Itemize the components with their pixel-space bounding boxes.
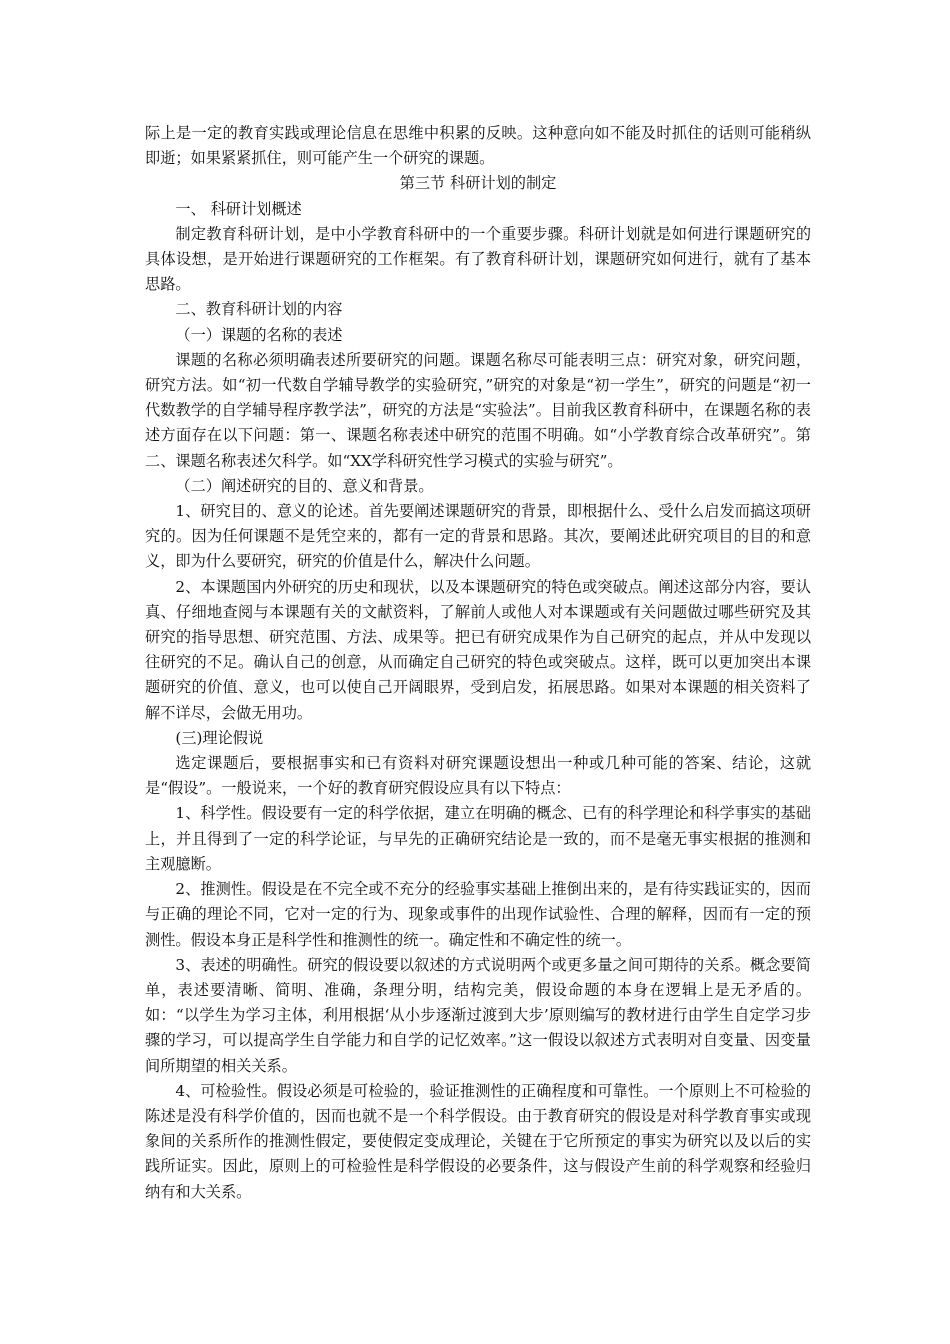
- paragraph-continuation: 际上是一定的教育实践或理论信息在思维中积累的反映。这种意向如不能及时抓住的话则可能稍纵即逝；如果紧紧抓住，则可能产生一个研究的课题。: [145, 124, 811, 168]
- heading-plan-content: 二、教育科研计划的内容: [175, 300, 343, 319]
- paragraph-hypothesis-3: 3、表述的明确性。研究的假设要以叙述的方式说明两个或更多量之间可期待的关系。概念要简单，表述要清晰、简明、准确，条理分明，结构完美，假设命题的本身在逻辑上是无矛盾的。如：“以学生为学习主体，利用根据‘从小步逐渐过渡到大步’原则编写的教材进行由学生自定学习步骤的学习，可以提高学生自学能力和自学的记忆效率。”这一假设以叙述方式表明对自变量、因变量间所期望的相关关系。: [145, 955, 811, 1075]
- section-title: 第三节 科研计划的制定: [399, 174, 557, 193]
- paragraph-hypothesis-2: 2、推测性。假设是在不完全或不充分的经验事实基础上推倒出来的，是有待实践证实的，因而与正确的理论不同，它对一定的行为、现象或事件的出现作试验性、合理的解释，因而有一定的预测性。假设本身正是科学性和推测性的统一。确定性和不确定性的统一。: [145, 880, 811, 949]
- paragraph-purpose-1: 1、研究目的、意义的论述。首先要阐述课题研究的背景，即根据什么、受什么启发而搞这项研究的。因为任何课题不是凭空来的，都有一定的背景和思路。其次，要阐述此研究项目的目的和意义，即为什么要研究，研究的价值是什么，解决什么问题。: [145, 502, 811, 571]
- subheading-hypothesis: (三)理论假说: [175, 728, 264, 747]
- subheading-purpose: （二）阐述研究的目的、意义和背景。: [175, 476, 434, 495]
- paragraph-hypothesis-4: 4、可检验性。假设必须是可检验的，验证推测性的正确程度和可靠性。一个原则上不可检验的陈述是没有科学价值的，因而也就不是一个科学假设。由于教育研究的假设是对科学教育事实或现象间的关系所作的推测性假定，要使假定变成理论，关键在于它所预定的事实为研究以及以后的实践所证实。因此，原则上的可检验性是科学假设的必要条件，这与假设产生前的科学观察和经验归纳有和大关系。: [145, 1081, 811, 1201]
- heading-plan-overview: 一、 科研计划概述: [175, 199, 302, 218]
- paragraph-topic-name: 课题的名称必须明确表述所要研究的问题。课题名称尽可能表明三点：研究对象，研究问题，研究方法。如“初一代数自学辅导教学的实验研究，”研究的对象是“初一学生”，研究的问题是“初一代数教学的自学辅导程序教学法”，研究的方法是“实验法”。目前我区教育科研中，在课题名称的表述方面存在以下问题：第一、课题名称表述中研究的范围不明确。如“小学教育综合改革研究”。第二、课题名称表述欠科学。如“XX学科研究性学习模式的实验与研究”。: [145, 350, 811, 470]
- subheading-topic-name: （一）课题的名称的表述: [175, 325, 343, 344]
- paragraph-purpose-2: 2、本课题国内外研究的历史和现状，以及本课题研究的特色或突破点。阐述这部分内容，要认真、仔细地查阅与本课题有关的文献资料，了解前人或他人对本课题或有关问题做过哪些研究及其研究的指导思想、研究范围、方法、成果等。把已有研究成果作为自己研究的起点，并从中发现以往研究的不足。确认自己的创意，从而确定自己研究的特色或突破点。这样，既可以更加突出本课题研究的价值、意义，也可以使自己开阔眼界，受到启发，拓展思路。如果对本课题的相关资料了解不详尽，会做无用功。: [145, 577, 811, 722]
- document-page: [145, 121, 811, 1205]
- paragraph-hypothesis-intro: 选定课题后，要根据事实和已有资料对研究课题设想出一种或几种可能的答案、结论，这就是“假设”。一般说来，一个好的教育研究假设应具有以下特点：: [145, 754, 811, 798]
- paragraph-plan-overview: 制定教育科研计划，是中小学教育科研中的一个重要步骤。科研计划就是如何进行课题研究的具体设想，是开始进行课题研究的工作框架。有了教育科研计划，课题研究如何进行，就有了基本思路。: [145, 224, 811, 294]
- paragraph-hypothesis-1: 1、科学性。假设要有一定的科学依据，建立在明确的概念、已有的科学理论和科学事实的基础上，并且得到了一定的科学论证，与早先的正确研究结论是一致的，而不是毫无事实根据的推测和主观臆断。: [145, 804, 811, 873]
